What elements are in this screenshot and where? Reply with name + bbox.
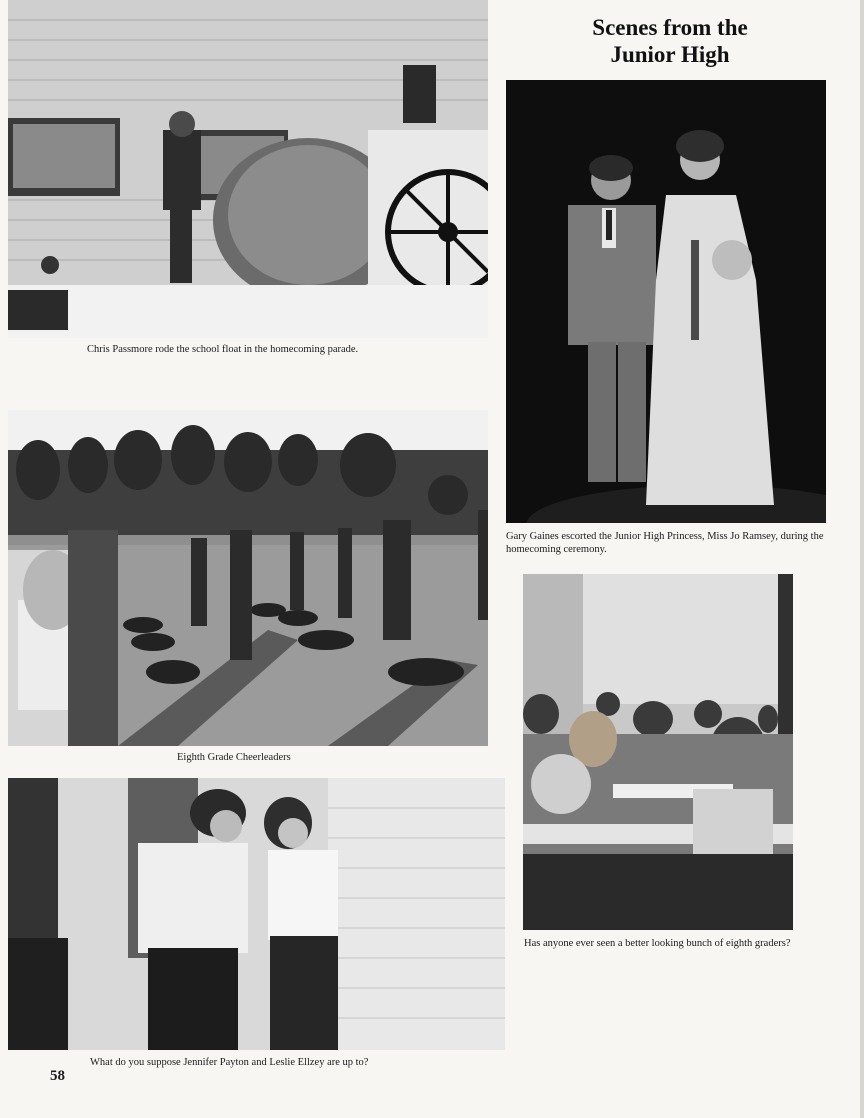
- title-line-2: Junior High: [610, 42, 730, 67]
- princess-photo: [506, 80, 826, 523]
- classroom-photo: [523, 574, 793, 930]
- classroom-caption: Has anyone ever seen a better looking bunch of eighth graders?: [524, 938, 791, 949]
- page-title: [560, 14, 780, 68]
- cheerleaders-caption: Eighth Grade Cheerleaders: [177, 752, 291, 763]
- hallway-caption: What do you suppose Jennifer Payton and Leslie Ellzey are up to?: [90, 1057, 369, 1068]
- hallway-photo: [8, 778, 505, 1050]
- float-photo: [8, 0, 488, 338]
- page-number: 58: [50, 1068, 65, 1084]
- cheerleaders-photo: [8, 410, 488, 746]
- title-line-1: Scenes from the: [592, 15, 748, 40]
- princess-caption: Gary Gaines escorted the Junior High Princess, Miss Jo Ramsey, during the homecoming ceremony.: [506, 531, 824, 555]
- page-edge: [860, 0, 864, 1118]
- float-caption: Chris Passmore rode the school float in the homecoming parade.: [87, 344, 359, 355]
